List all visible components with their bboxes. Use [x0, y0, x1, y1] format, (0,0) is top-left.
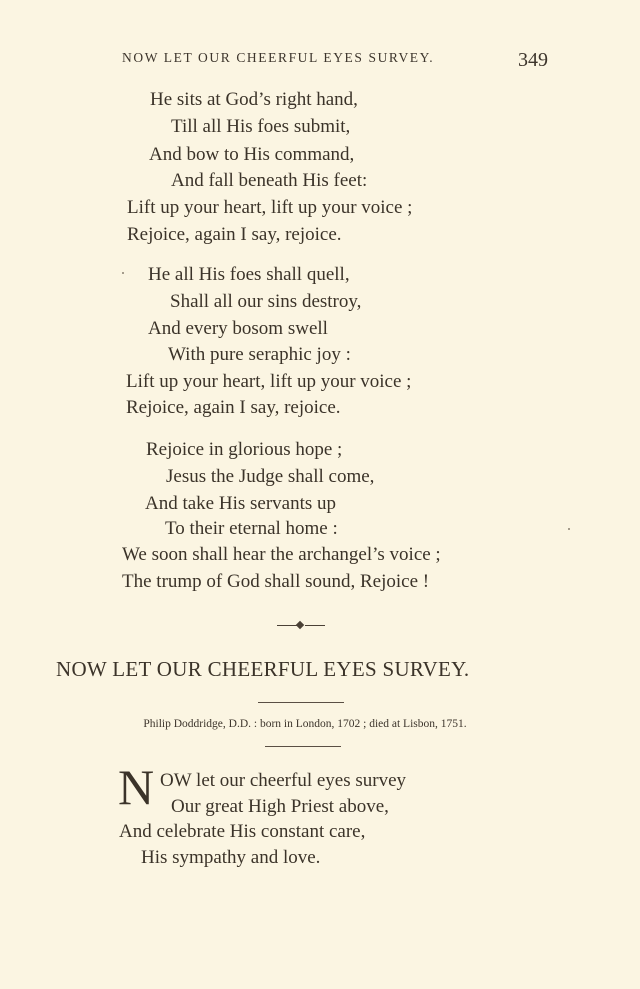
verse-line: And bow to His command, — [149, 144, 355, 165]
verse-line: Jesus the Judge shall come, — [166, 466, 375, 487]
verse-line: Our great High Priest above, — [171, 796, 389, 817]
running-title: NOW LET OUR CHEERFUL EYES SURVEY. — [122, 50, 435, 65]
verse-line: Rejoice, again I say, rejoice. — [126, 397, 341, 418]
verse-line: He sits at God’s right hand, — [150, 89, 358, 110]
verse-line: And celebrate His constant care, — [119, 821, 366, 842]
drop-cap: N — [118, 759, 155, 815]
verse-line: And take His servants up — [145, 493, 337, 514]
paper-speck — [122, 272, 124, 274]
verse-line: Shall all our sins destroy, — [170, 291, 362, 312]
paper-speck — [568, 528, 570, 530]
section-ornament — [277, 625, 325, 627]
title-rule — [258, 702, 344, 703]
author-attribution: Philip Doddridge, D.D. : born in London, 1702 ; died at Lisbon, 1751. — [143, 718, 467, 730]
attribution-rule — [265, 746, 341, 747]
verse-line: To their eternal home : — [165, 518, 338, 539]
verse-line: Rejoice, again I say, rejoice. — [127, 224, 342, 245]
verse-line: We soon shall hear the archangel’s voice ; — [122, 544, 441, 565]
verse-line: Rejoice in glorious hope ; — [146, 439, 343, 460]
page-number: 349 — [518, 49, 548, 71]
verse-line: OW let our cheerful eyes survey — [160, 770, 407, 791]
verse-line: His sympathy and love. — [141, 847, 321, 868]
verse-line: Lift up your heart, lift up your voice ; — [126, 371, 412, 392]
verse-line: And every bosom swell — [148, 318, 328, 339]
verse-line: And fall beneath His feet: — [171, 170, 368, 191]
verse-line: Lift up your heart, lift up your voice ; — [127, 197, 413, 218]
verse-line: He all His foes shall quell, — [148, 264, 350, 285]
verse-line: With pure seraphic joy : — [168, 344, 351, 365]
verse-line: The trump of God shall sound, Rejoice ! — [122, 571, 430, 592]
hymn-title: NOW LET OUR CHEERFUL EYES SURVEY. — [56, 657, 470, 681]
verse-line: Till all His foes submit, — [171, 116, 351, 137]
